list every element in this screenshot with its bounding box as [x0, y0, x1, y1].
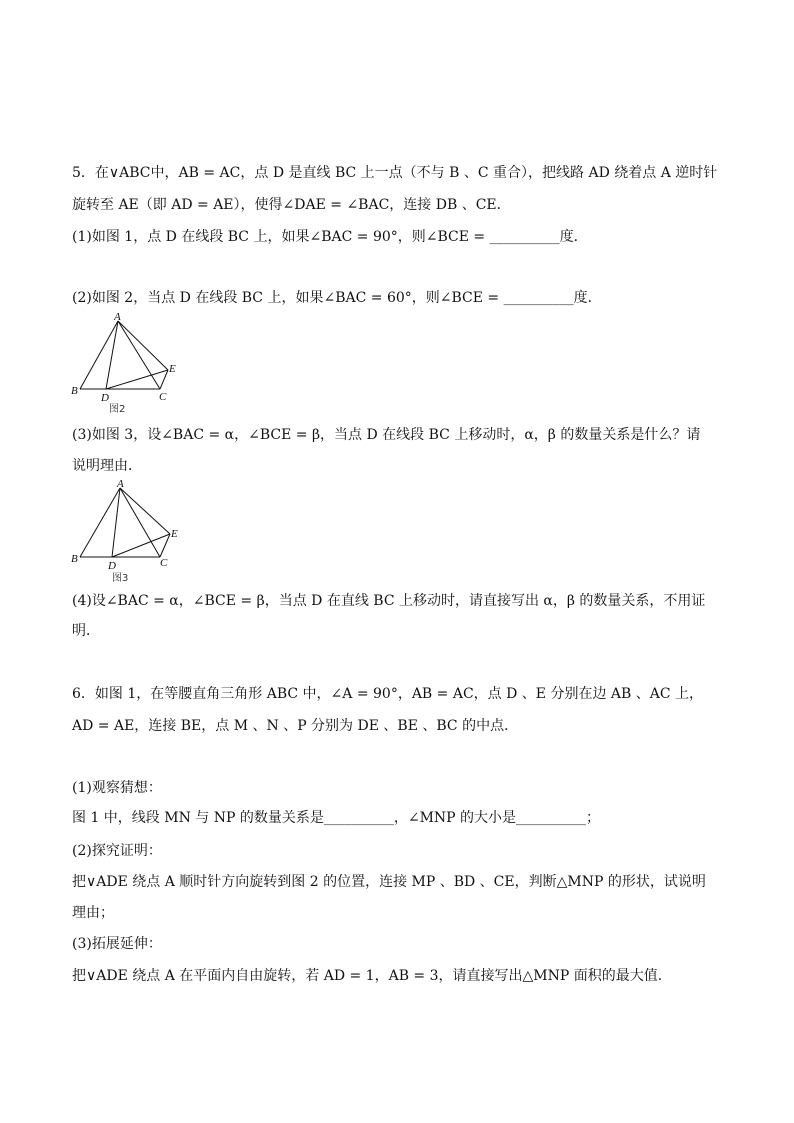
label-a: A	[114, 312, 121, 323]
segment-ae	[120, 488, 170, 534]
label-b: B	[71, 553, 78, 565]
q6-part-1-text: 图 1 中，线段 MN 与 NP 的数量关系是__________，∠MNP 的大小是__________；	[72, 810, 601, 826]
segment-ac	[120, 488, 160, 557]
q6-part-1-title: (1)观察猜想：	[72, 780, 162, 796]
segment-ab	[80, 488, 120, 557]
q5-part-4-line-2: 明．	[72, 623, 100, 639]
label-b: B	[71, 385, 78, 397]
label-c: C	[159, 391, 167, 403]
label-d: D	[108, 560, 116, 572]
figure-3-caption: 图3	[112, 573, 129, 584]
label-e: E	[171, 528, 178, 540]
q6-stem-line-1: 6．如图 1，在等腰直角三角形 ABC 中，∠A = 90°，AB = AC，点 D 、E 分别在边 AB 、AC 上，	[72, 686, 704, 702]
q6-part-2-line-1: 把∨ADE 绕点 A 顺时针方向旋转到图 2 的位置，连接 MP 、BD 、CE，判断△MNP 的形状，试说明	[72, 874, 706, 890]
q6-part-3-text: 把∨ADE 绕点 A 在平面内自由旋转，若 AD = 1，AB = 3，请直接写出△MNP 面积的最大值．	[72, 968, 672, 984]
q6-part-2-line-2: 理由；	[72, 905, 114, 921]
label-c: C	[160, 557, 168, 569]
q5-part-1: (1)如图 1，点 D 在线段 BC 上，如果∠BAC = 90°，则∠BCE = __________度．	[72, 229, 588, 245]
q6-part-2-title: (2)探究证明：	[72, 843, 162, 859]
figure-2-caption: 图2	[109, 404, 126, 415]
figure-3-diagram	[68, 477, 188, 585]
q5-stem-line-2: 旋转至 AE（即 AD = AE），使得∠DAE = ∠BAC，连接 DB 、CE．	[72, 197, 511, 213]
label-d: D	[101, 392, 109, 404]
figure-3	[68, 477, 188, 585]
q5-stem-line-1: 5．在∨ABC中，AB = AC，点 D 是直线 BC 上一点（不与 B 、C 重合），把线路 AD 绕着点 A 逆时针	[72, 165, 718, 181]
q5-part-3-line-2: 说明理由．	[72, 458, 142, 474]
label-e: E	[169, 363, 176, 375]
figure-2-diagram	[68, 312, 188, 416]
q5-part-2: (2)如图 2，当点 D 在线段 BC 上，如果∠BAC = 60°，则∠BCE = __________度．	[72, 290, 602, 306]
segment-ce	[160, 370, 168, 389]
q5-part-4-line-1: (4)设∠BAC = α，∠BCE = β，当点 D 在直线 BC 上移动时，请直接写出 α，β 的数量关系，不用证	[72, 593, 706, 609]
label-a: A	[117, 478, 124, 490]
q6-stem-line-2: AD = AE，连接 BE，点 M 、N 、P 分别为 DE 、BE 、BC 的中点．	[72, 718, 519, 734]
segment-ad	[112, 488, 120, 557]
q5-part-3-line-1: (3)如图 3，设∠BAC = α，∠BCE = β，当点 D 在线段 BC 上移动时，α，β 的数量关系是什么？请	[72, 427, 701, 443]
q6-part-3-title: (3)拓展延伸：	[72, 936, 162, 952]
segment-ae	[118, 321, 168, 370]
figure-2	[68, 312, 188, 416]
